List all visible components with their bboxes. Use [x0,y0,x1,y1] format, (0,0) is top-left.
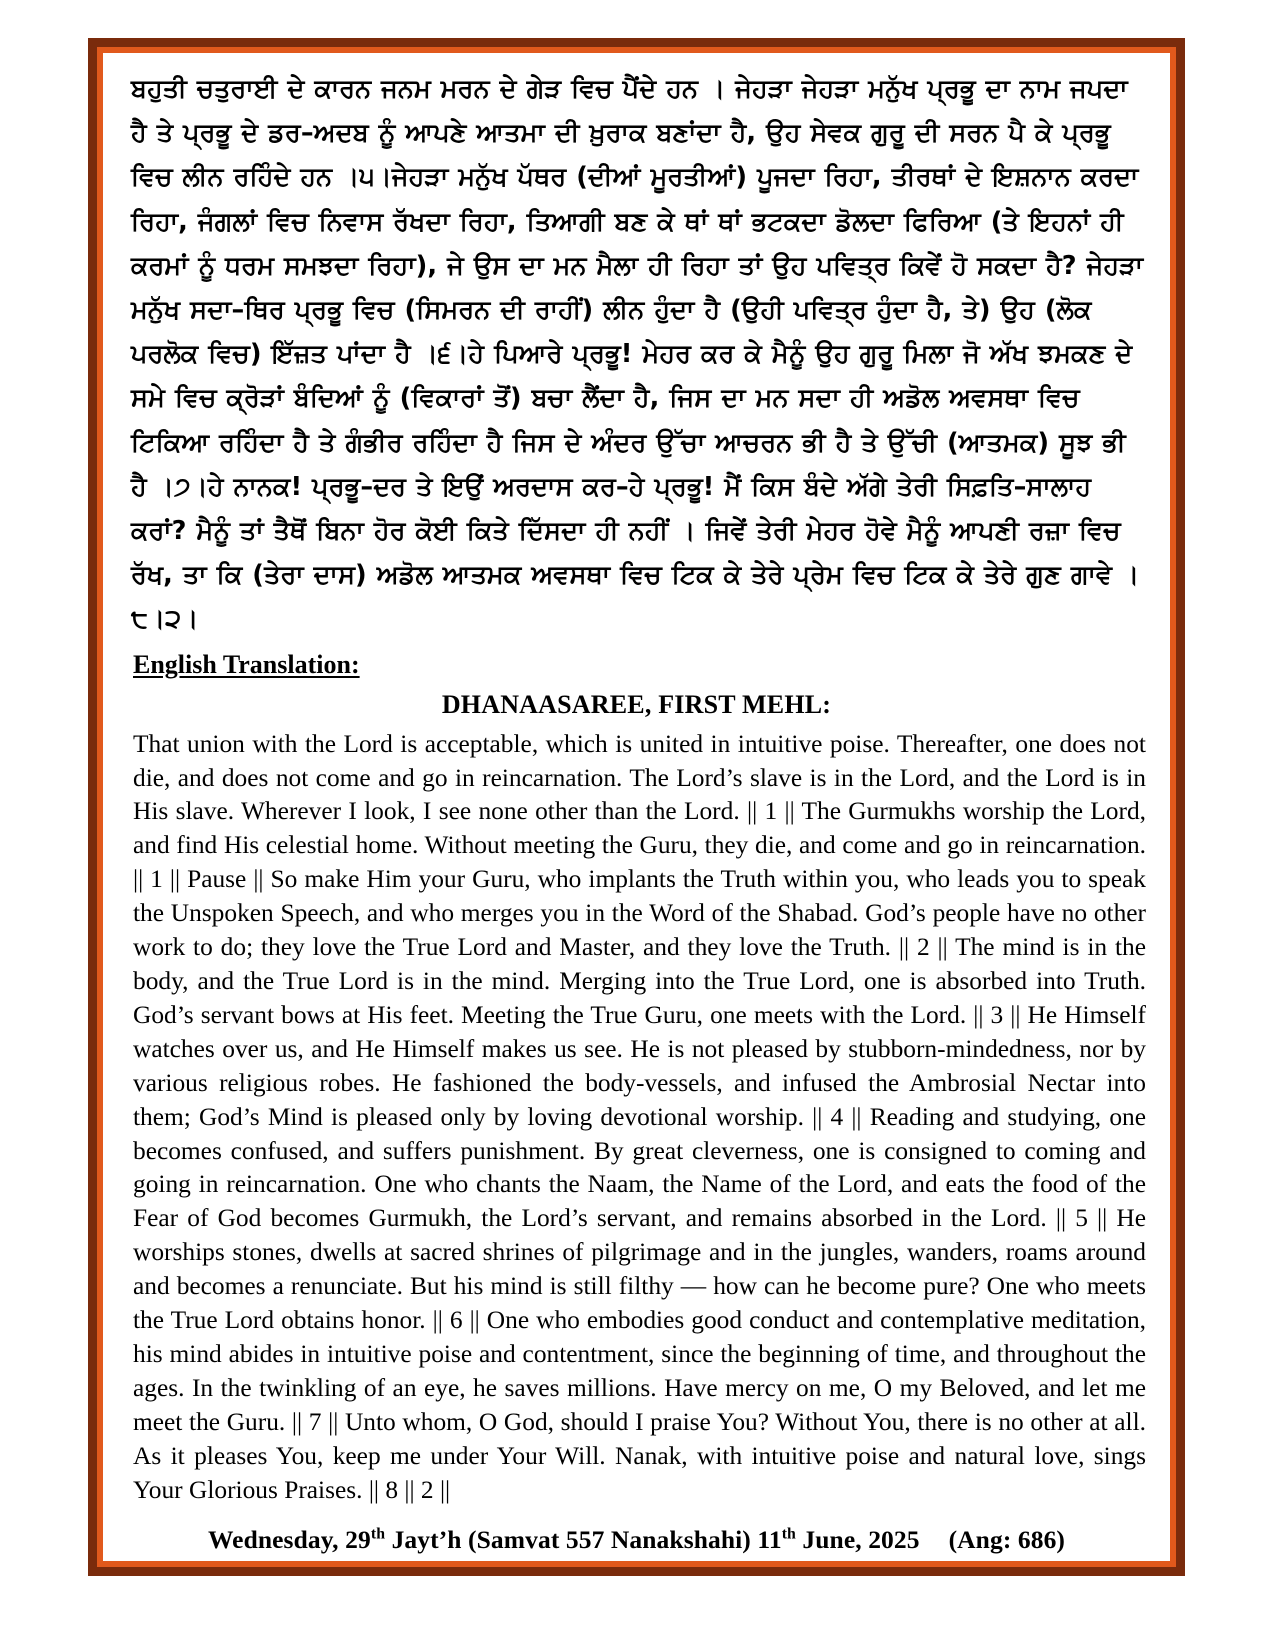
page-frame-inner-border [97,47,1176,1567]
english-translation-label-row [123,644,1150,684]
footer-date-line [123,1523,1150,1557]
footer-nanakshahi-month: Jayt’h (Samvat 557 Nanakshahi) [391,1525,751,1555]
footer-gregorian-day: 11 [757,1525,782,1555]
footer-ang-reference: (Ang: 686) [948,1525,1066,1555]
gurmukhi-paragraph: ਬਹੁਤੀ ਚਤੁਰਾਈ ਦੇ ਕਾਰਨ ਜਨਮ ਮਰਨ ਦੇ ਗੇੜ ਵਿਚ ਪੈਂਦੇ ਹਨ । ਜੇਹੜਾ ਜੇਹੜਾ ਮਨੁੱਖ ਪ੍ਰਭੂ ਦਾ ਨਾਮ ਜਪਦਾ ਹੈ ਤੇ ਪ੍ਰਭੂ ਦੇ ਡਰ–ਅਦਬ ਨੂੰ ਆਪਣੇ ਆਤਮਾ ਦੀ ਖ਼ੁਰਾਕ ਬਣਾਂਦਾ ਹੈ, ਉਹ ਸੇਵਕ ਗੁਰੂ ਦੀ ਸਰਨ ਪੈ ਕੇ ਪ੍ਰਭੂ ਵਿਚ ਲੀਨ ਰਹਿੰਦੇ ਹਨ ।੫।ਜੇਹੜਾ ਮਨੁੱਖ ਪੱਥਰ (ਦੀਆਂ ਮੂਰਤੀਆਂ) ਪੂਜਦਾ ਰਿਹਾ, ਤੀਰਥਾਂ ਦੇ ਇਸ਼ਨਾਨ ਕਰਦਾ ਰਿਹਾ, ਜੰਗਲਾਂ ਵਿਚ ਨਿਵਾਸ ਰੱਖਦਾ ਰਿਹਾ, ਤਿਆਗੀ ਬਣ ਕੇ ਥਾਂ ਥਾਂ ਭਟਕਦਾ ਡੋਲਦਾ ਫਿਰਿਆ (ਤੇ ਇਹਨਾਂ ਹੀ ਕਰਮਾਂ ਨੂੰ ਧਰਮ ਸਮਝਦਾ ਰਿਹਾ), ਜੇ ਉਸ ਦਾ ਮਨ ਮੈਲਾ ਹੀ ਰਿਹਾ ਤਾਂ ਉਹ ਪਵਿਤ੍ਰ ਕਿਵੇਂ ਹੋ ਸਕਦਾ ਹੈ? ਜੇਹੜਾ ਮਨੁੱਖ ਸਦਾ–ਥਿਰ ਪ੍ਰਭੂ ਵਿਚ (ਸਿਮਰਨ ਦੀ ਰਾਹੀਂ) ਲੀਨ ਹੁੰਦਾ ਹੈ (ਉਹੀ ਪਵਿਤ੍ਰ ਹੁੰਦਾ ਹੈ, ਤੇ) ਉਹ (ਲੋਕ ਪਰਲੋਕ ਵਿਚ) ਇੱਜ਼ਤ ਪਾਂਦਾ ਹੈ ।੬।ਹੇ ਪਿਆਰੇ ਪ੍ਰਭੂ! ਮੇਹਰ ਕਰ ਕੇ ਮੈਨੂੰ ਉਹ ਗੁਰੂ ਮਿਲਾ ਜੋ ਅੱਖ ਝਮਕਣ ਦੇ ਸਮੇ ਵਿਚ ਕ੍ਰੋੜਾਂ ਬੰਦਿਆਂ ਨੂੰ (ਵਿਕਾਰਾਂ ਤੋਂ) ਬਚਾ ਲੈਂਦਾ ਹੈ, ਜਿਸ ਦਾ ਮਨ ਸਦਾ ਹੀ ਅਡੋਲ ਅਵਸਥਾ ਵਿਚ ਟਿਕਿਆ ਰਹਿੰਦਾ ਹੈ ਤੇ ਗੰਭੀਰ ਰਹਿੰਦਾ ਹੈ ਜਿਸ ਦੇ ਅੰਦਰ ਉੱਚਾ ਆਚਰਨ ਭੀ ਹੈ ਤੇ ਉੱਚੀ (ਆਤਮਕ) ਸੂਝ ਭੀ ਹੈ ।੭।ਹੇ ਨਾਨਕ! ਪ੍ਰਭੂ–ਦਰ ਤੇ ਇਉਂ ਅਰਦਾਸ ਕਰ–ਹੇ ਪ੍ਰਭੂ! ਮੈਂ ਕਿਸ ਬੰਦੇ ਅੱਗੇ ਤੇਰੀ ਸਿਫ਼ਤਿ–ਸਾਲਾਹ ਕਰਾਂ? ਮੈਨੂੰ ਤਾਂ ਤੈਥੋਂ ਬਿਨਾ ਹੋਰ ਕੋਈ ਕਿਤੇ ਦਿੱਸਦਾ ਹੀ ਨਹੀਂ । ਜਿਵੇਂ ਤੇਰੀ ਮੇਹਰ ਹੋਵੇ ਮੈਨੂੰ ਆਪਣੀ ਰਜ਼ਾ ਵਿਚ ਰੱਖ, ਤਾ ਕਿ (ਤੇਰਾ ਦਾਸ) ਅਡੋਲ ਆਤਮਕ ਅਵਸਥਾ ਵਿਚ ਟਿਕ ਕੇ ਤੇਰੇ ਪ੍ਰੇਮ ਵਿਚ ਟਿਕ ਕੇ ਤੇਰੇ ਗੁਣ ਗਾਵੇ ।੮।੨। [131,74,1144,635]
english-translation-body: That union with the Lord is acceptable, which is united in intuitive poise. Thereafter, one does not die, and does not come and go in reincarnation. The Lord’s slave is in the Lord, and the Lord is in His slave. Wherever I look, I see none other than the Lord. || 1 || The Gurmukhs worship the Lord, and find His celestial home. Without meeting the Guru, they die, and come and go in reincarnation. || 1 || Pause || So make Him your Guru, who implants the Truth within you, who leads you to speak the Unspoken Speech, and who merges you in the Word of the Shabad. God’s people have no other work to do; they love the True Lord and Master, and they love the Truth. || 2 || The mind is in the body, and the True Lord is in the mind. Merging into the True Lord, one is absorbed into Truth. God’s servant bows at His feet. Meeting the True Guru, one meets with the Lord. || 3 || He Himself watches over us, and He Himself makes us see. He is not pleased by stubborn-mindedness, nor by various religious robes. He fashioned the body-vessels, and infused the Ambrosial Nectar into them; God’s Mind is pleased only by loving devotional worship. || 4 || Reading and studying, one becomes confused, and suffers punishment. By great cleverness, one is consigned to coming and going in reincarnation. One who chants the Naam, the Name of the Lord, and eats the food of the Fear of God becomes Gurmukh, the Lord’s servant, and remains absorbed in the Lord. || 5 || He worships stones, dwells at sacred shrines of pilgrimage and in the jungles, wanders, roams around and becomes a renunciate. But his mind is still filthy — how can he become pure? One who meets the True Lord obtains honor. || 6 || One who embodies good conduct and contemplative meditation, his mind abides in intuitive poise and contentment, since the beginning of time, and throughout the ages. In the twinkling of an eye, he saves millions. Have mercy on me, O my Beloved, and let me meet the Guru. || 7 || Unto whom, O God, should I praise You? Without You, there is no other at all. As it pleases You, keep me under Your Will. Nanak, with intuitive poise and natural love, sings Your Glorious Praises. || 8 || 2 || [133,729,1146,1504]
footer-gregorian-rest: June, 2025 [802,1525,920,1555]
gurmukhi-scripture-block [123,67,1150,642]
english-translation-label: English Translation: [133,649,360,679]
page-content [103,53,1170,1561]
shabad-title: DHANAASAREE, FIRST MEHL: [441,689,832,719]
footer-nanakshahi-day: 29 [345,1525,371,1555]
footer-gregorian-day-suffix: th [781,1525,796,1543]
page-frame [88,38,1185,1576]
footer-nanakshahi-day-suffix: th [370,1525,386,1543]
footer-weekday: Wednesday, [207,1525,339,1555]
